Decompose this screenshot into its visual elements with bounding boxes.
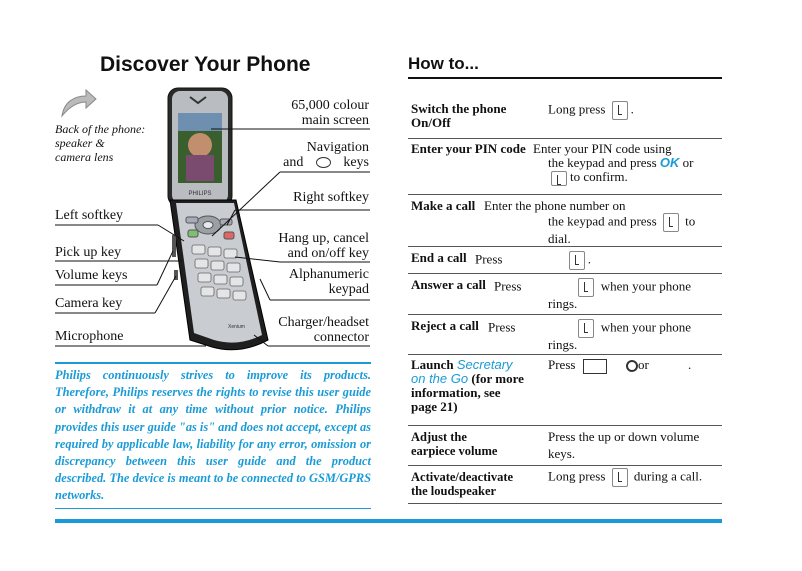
- hang-up-key-icon: [569, 251, 585, 270]
- on-off-key-icon: [612, 101, 628, 120]
- table-row: End a call Press .: [408, 246, 722, 274]
- navigation-label: Navigation and keys: [283, 140, 369, 170]
- hang-up-key-label: Hang up, cancel and on/off key: [278, 231, 369, 261]
- table-row: Adjust the earpiece volume Press the up or down volume keys.: [408, 425, 722, 466]
- disclaimer-bottom-rule: [55, 508, 371, 509]
- colour-screen-label: 65,000 colour main screen: [291, 98, 369, 128]
- table-bottom-rule: [408, 503, 722, 504]
- back-of-phone-label: Back of the phone: speaker & camera lens: [55, 122, 146, 164]
- alphanumeric-keypad-label: Alphanumeric keypad: [288, 267, 369, 297]
- table-row: Answer a call Press when your phone rings.: [408, 273, 722, 315]
- table-row: Switch the phone On/Off Long press .: [408, 94, 722, 139]
- pick-up-key-icon: [612, 468, 628, 487]
- title-rule: [408, 77, 722, 79]
- phone-model-text: Xenium: [228, 324, 245, 330]
- search-icon: [626, 360, 638, 372]
- hang-up-key-icon: [578, 319, 594, 338]
- disclaimer-text: Philips continuously strives to improve its products. Therefore, Philips reserves the rights to revise this user guide or withdraw it at any time without prior notice. Philips provides this user guide "as is" and does not accept, except as required by applicable law, liability for any error, omission or discrepancy between this user guide and the product described. The device is meant to be connected to GSM/GPRS networks.: [55, 368, 371, 503]
- volume-keys-label: Volume keys: [55, 268, 128, 283]
- table-row: Make a call Enter the phone number on the keypad and press to dial.: [408, 194, 722, 247]
- phone-brand-text: PHILIPS: [188, 191, 212, 197]
- left-softkey-icon: [551, 171, 567, 186]
- pick-up-key-icon: [663, 213, 679, 232]
- table-row: Activate/deactivate the loudspeaker Long press during a call.: [411, 468, 703, 498]
- table-row: Enter your PIN code Enter your PIN code using the keypad and press OK or to confirm.: [408, 138, 722, 195]
- disclaimer-top-rule: [55, 362, 371, 364]
- right-page-title: How to...: [408, 54, 479, 73]
- pick-up-key-label: Pick up key: [55, 245, 122, 260]
- camera-key-label: Camera key: [55, 296, 123, 311]
- left-page-title: Discover Your Phone: [100, 53, 311, 76]
- right-softkey-label: Right softkey: [293, 190, 369, 205]
- charger-connector-label: Charger/headset connector: [278, 315, 369, 345]
- footer-accent-bar: [55, 519, 722, 523]
- microphone-label: Microphone: [55, 329, 124, 344]
- table-row: Launch Secretary on the Go (for more information, see page 21) Press or .: [408, 354, 722, 426]
- pick-up-key-icon: [578, 278, 594, 297]
- navigation-key-icon: [316, 157, 331, 168]
- table-row: Reject a call Press when your phone rings.: [408, 314, 722, 355]
- left-softkey-label: Left softkey: [55, 208, 124, 223]
- secretary-icon: [583, 359, 607, 374]
